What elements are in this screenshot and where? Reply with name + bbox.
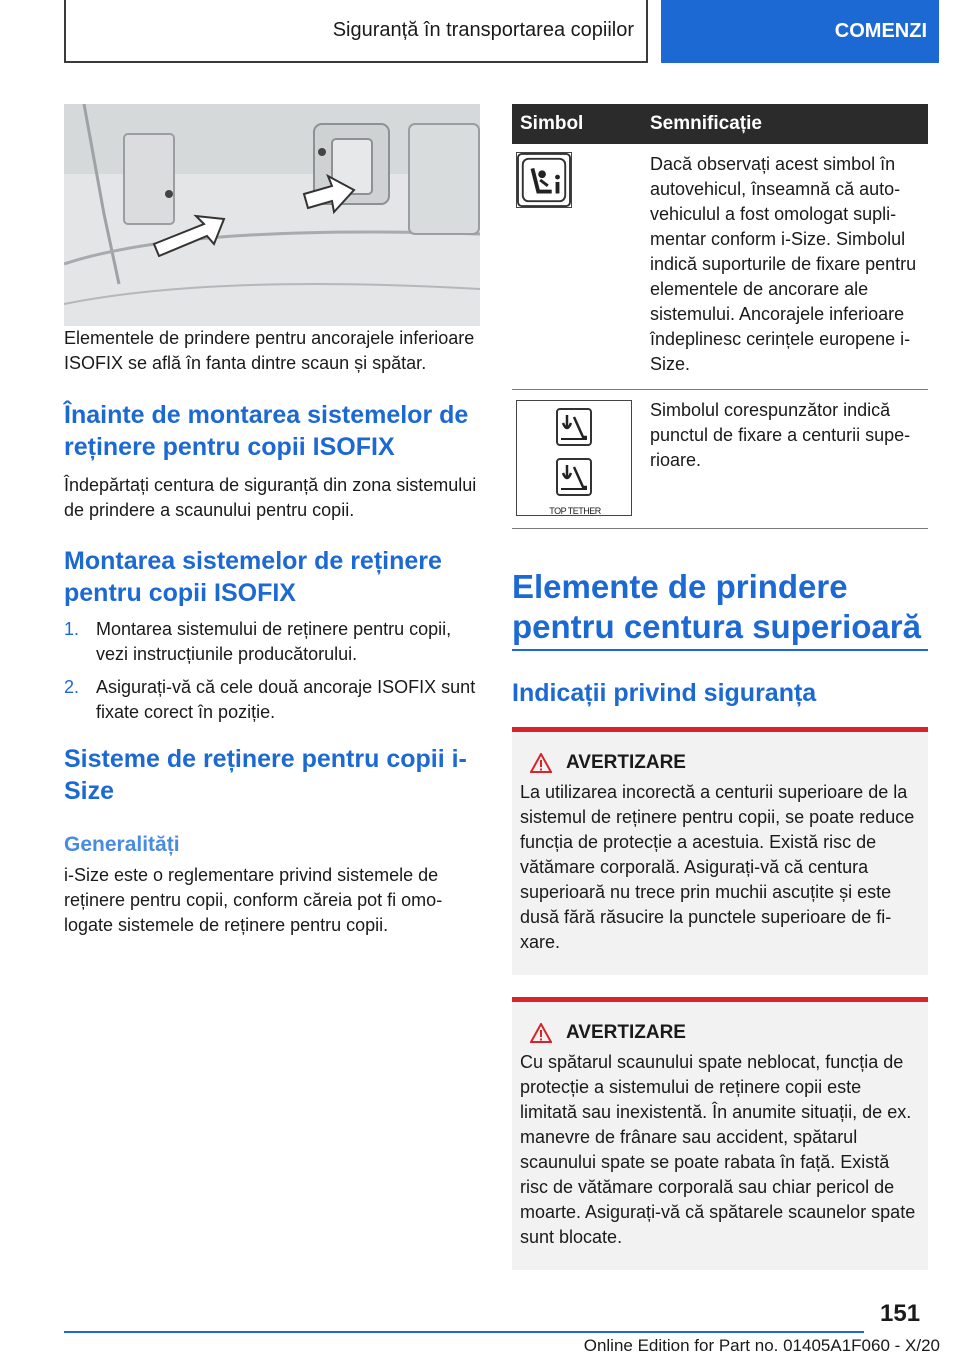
step-text: Montarea sistemului de reținere pentru copii, vezi instrucțiunile producătorului. [96, 619, 452, 664]
warning-text: La utilizarea incorectă a centurii superioare de la sistemul de reținere pentru copii, se poate reduce funcția de protecție a acestuia. Există risc de vătămare corporală. Asigurați-vă că centura superioară nu trece prin muchii ascuțite și este dusă fără răsucire la punctele superioare de fixare. [520, 782, 915, 952]
section-title: Siguranță în transportarea copiilor [332, 19, 634, 41]
table-row [512, 390, 928, 529]
mounting-steps-list [64, 617, 480, 725]
meaning-cell: Simbolul corespunzător indică punctul de fixare a centurii superioare. [642, 390, 928, 529]
left-column [64, 104, 480, 938]
step-number: 1. [64, 619, 80, 639]
list-item [64, 675, 480, 725]
header-section-title [64, 0, 648, 63]
symbol-cell [512, 144, 642, 390]
warning-title-text: AVERTIZARE [566, 1022, 686, 1043]
heading-safety-notes: Indicații privind siguranța [512, 679, 817, 707]
page-number: 151 [880, 1300, 921, 1327]
table-header-symbol: Simbol [512, 104, 642, 144]
step-number: 2. [64, 677, 80, 697]
right-column [512, 104, 928, 1270]
footer-divider [64, 1331, 864, 1333]
photo-caption: Elementele de prindere pentru ancorajele inferioare ISOFIX se află în fanta dintre scaun și spătar. [64, 328, 475, 373]
warning-box [512, 997, 928, 1270]
warning-title [530, 1022, 920, 1044]
isofix-anchor-photo [64, 104, 480, 326]
top-tether-label: TOP TETHER [549, 506, 601, 516]
heading-tether-block [512, 567, 928, 651]
top-tether-icon [516, 400, 632, 516]
heading-generalities: Generalități [64, 833, 180, 856]
heading-mounting-isofix: Montarea sistemelor de reținere pentru copii ISOFIX [64, 547, 442, 607]
warning-title-text: AVERTIZARE [566, 752, 686, 773]
warning-triangle-icon [530, 1023, 552, 1043]
paragraph-before-mounting: Îndepărtați centura de siguranță din zona sistemului de prindere a scaunului pentru copii. [64, 475, 477, 520]
meaning-cell: Dacă observați acest simbol în autovehicul, înseamnă că autovehiculul a fost omologat suplimentar conform i-Size. Simbolul indică suporturile de fixare pentru elementele de ancorare ale sistemului. Ancorajele inferioare îndeplinesc cerințele europene i-Size. [642, 144, 928, 390]
table-row [512, 144, 928, 390]
header-chapter-tab[interactable] [661, 0, 939, 63]
isize-seat-icon [516, 152, 572, 208]
symbol-table [512, 104, 928, 529]
warning-title [530, 752, 920, 774]
chapter-title: COMENZI [834, 20, 927, 42]
symbol-cell [512, 390, 642, 529]
warning-text: Cu spătarul scaunului spate neblocat, funcția de protecție a sistemului de reținere copii este limitată sau inexistentă. În anumite situații, de ex. manevre de frânare sau accident, spătarul scaunului spate se poate rabata în față. Există risc de vătămare corporală sau chiar pericol de moarte. Asigurați-vă că spătarele scaunelor spate sunt blocate. [520, 1052, 916, 1247]
warning-triangle-icon [530, 753, 552, 773]
table-header-meaning: Semnificație [642, 104, 928, 144]
tether-anchor-icon [517, 401, 633, 505]
step-text: Asigurați-vă că cele două ancoraje ISOFIX sunt fixate corect în poziție. [96, 677, 476, 722]
heading-isize-systems: Sisteme de reținere pentru copii i-Size [64, 745, 467, 805]
paragraph-generalities: i-Size este o reglementare privind sistemele de reținere pentru copii, conform căreia pot fi omologate sistemele de reținere pentru copii. [64, 865, 443, 935]
heading-before-mounting: Înainte de montarea sistemelor de reținere pentru copii ISOFIX [64, 401, 469, 461]
list-item [64, 617, 480, 667]
footer-edition: Online Edition for Part no. 01405A1F060 - X/20 [583, 1336, 940, 1355]
heading-tether-anchors: Elemente de prindere pentru centura superioară [512, 568, 921, 645]
warning-box [512, 727, 928, 975]
